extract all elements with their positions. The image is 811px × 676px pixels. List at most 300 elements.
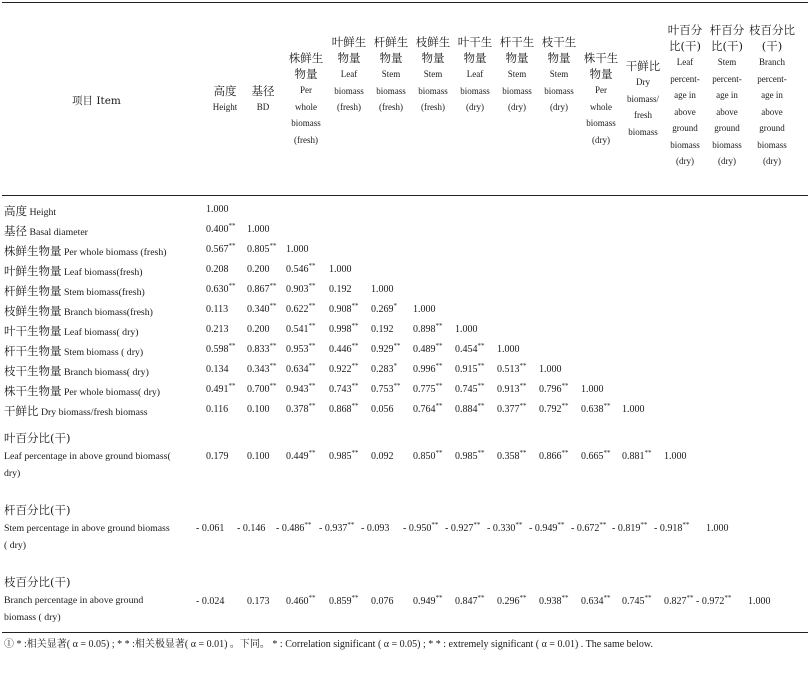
significance-mark: ** — [473, 521, 481, 529]
cell-value: - 0.146 — [237, 523, 266, 534]
significance-mark: ** — [686, 594, 694, 602]
table-cell — [497, 596, 527, 607]
cell-value: - 0.024 — [196, 596, 225, 607]
significance-mark: ** — [308, 449, 316, 457]
table-cell — [329, 596, 359, 607]
cell-value: 0.200 — [247, 264, 270, 275]
table-cell — [286, 451, 316, 462]
row-label-zh: 株鲜生物量 — [4, 244, 62, 258]
row-label-en: Per whole biomass( dry) — [61, 387, 160, 398]
cell-value: 0.764 — [413, 404, 436, 415]
cell-value: 1.000 — [622, 404, 645, 415]
significance-mark: * — [393, 362, 397, 370]
significance-mark: ** — [228, 342, 236, 350]
table-cell — [371, 284, 394, 295]
column-header-zh: 干鲜比 — [625, 59, 661, 73]
significance-mark: ** — [308, 342, 316, 350]
table-cell — [286, 264, 316, 275]
item-column-header: 项目 Item — [72, 95, 121, 107]
cell-value: 0.985 — [455, 451, 478, 462]
significance-mark: ** — [308, 262, 316, 270]
cell-value: 1.000 — [706, 523, 729, 534]
significance-mark: ** — [603, 449, 611, 457]
row-label-zh: 叶干生物量 — [4, 324, 62, 338]
table-cell — [622, 404, 645, 415]
table-cell — [206, 224, 236, 235]
table-cell — [206, 204, 229, 215]
cell-value: 0.192 — [371, 324, 394, 335]
table-cell — [206, 344, 236, 355]
row-label-en: Dry biomass/fresh biomass — [38, 407, 148, 418]
significance-mark: ** — [269, 242, 277, 250]
table-cell — [622, 596, 652, 607]
significance-mark: ** — [435, 402, 443, 410]
cell-value: 0.938 — [539, 596, 562, 607]
significance-mark: * — [393, 302, 397, 310]
significance-mark: ** — [228, 242, 236, 250]
cell-value: 0.513 — [497, 364, 520, 375]
cell-value: 0.116 — [206, 404, 229, 415]
table-cell — [371, 596, 394, 607]
significance-mark: ** — [435, 342, 443, 350]
column-header-zh: 株鲜生物量 — [288, 51, 324, 81]
column-header-en: (fresh) — [294, 134, 318, 145]
row-label-zh: 基径 — [4, 224, 27, 238]
table-cell — [247, 244, 277, 255]
cell-value: 0.449 — [286, 451, 309, 462]
column-header — [581, 50, 621, 148]
table-cell — [286, 304, 316, 315]
column-header-zh: 枝干生物量 — [541, 35, 577, 65]
column-header — [664, 22, 706, 170]
cell-value: 0.100 — [247, 404, 270, 415]
table-cell — [286, 284, 316, 295]
table-cell — [247, 324, 270, 335]
column-header — [539, 34, 579, 116]
table-cell — [654, 523, 689, 534]
table-cell — [276, 523, 311, 534]
significance-mark: ** — [640, 521, 648, 529]
cell-value: - 0.330 — [487, 523, 516, 534]
cell-value: - 0.937 — [319, 523, 348, 534]
significance-mark: ** — [308, 282, 316, 290]
row-label — [4, 574, 174, 626]
cell-value: 0.179 — [206, 451, 229, 462]
significance-mark: ** — [561, 382, 569, 390]
significance-mark: ** — [599, 521, 607, 529]
column-header-en: BD — [256, 102, 270, 112]
cell-value: 0.922 — [329, 364, 352, 375]
table-cell — [413, 364, 443, 375]
table-cell — [455, 344, 485, 355]
cell-value: 0.208 — [206, 264, 229, 275]
column-header-en: biomass — [628, 126, 658, 137]
table-cell — [247, 384, 277, 395]
table-bottom-rule — [2, 632, 808, 633]
cell-value: 0.400 — [206, 224, 229, 235]
table-cell — [206, 364, 229, 375]
table-cell — [206, 324, 229, 335]
table-cell — [497, 384, 527, 395]
significance-mark: ** — [682, 521, 690, 529]
column-header — [371, 34, 411, 116]
column-header — [413, 34, 453, 116]
row-label-zh: 干鲜比 — [4, 404, 39, 418]
significance-mark: ** — [308, 362, 316, 370]
cell-value: 1.000 — [455, 324, 478, 335]
table-cell — [497, 451, 527, 462]
table-cell — [612, 523, 647, 534]
table-cell — [247, 224, 270, 235]
row-label — [4, 363, 149, 379]
significance-mark: ** — [435, 382, 443, 390]
significance-mark: ** — [435, 594, 443, 602]
table-cell — [455, 324, 478, 335]
cell-value: - 0.927 — [445, 523, 474, 534]
table-cell — [413, 404, 443, 415]
cell-value: 0.622 — [286, 304, 309, 315]
cell-value: 0.567 — [206, 244, 229, 255]
row-label-en: Leaf biomass(fresh) — [61, 267, 143, 278]
cell-value: 0.634 — [581, 596, 604, 607]
table-cell — [664, 596, 694, 607]
cell-value: 0.866 — [539, 451, 562, 462]
column-header-en: biomass — [334, 85, 364, 96]
table-cell — [696, 596, 731, 607]
cell-value: 0.541 — [286, 324, 309, 335]
significance-mark: ** — [351, 342, 359, 350]
significance-mark: ** — [724, 594, 732, 602]
table-cell — [413, 304, 436, 315]
cell-value: 0.446 — [329, 344, 352, 355]
table-cell — [371, 324, 394, 335]
column-header-zh: 枝鲜生物量 — [415, 35, 451, 65]
table-cell — [413, 324, 443, 335]
column-header-en: (fresh) — [379, 102, 403, 112]
cell-value: 0.859 — [329, 596, 352, 607]
column-header-en: Stem — [507, 69, 527, 79]
cell-value: 0.173 — [247, 596, 270, 607]
significance-mark: ** — [477, 382, 485, 390]
table-cell — [196, 523, 224, 534]
column-header-zh: 杆鲜生物量 — [373, 35, 409, 65]
cell-value: - 0.819 — [612, 523, 641, 534]
significance-mark: ** — [561, 402, 569, 410]
table-cell — [581, 404, 611, 415]
row-label — [4, 223, 88, 239]
column-header-en: whole — [295, 101, 317, 112]
cell-value: 0.489 — [413, 344, 436, 355]
table-cell — [497, 404, 527, 415]
significance-mark: ** — [269, 342, 277, 350]
cell-value: 0.792 — [539, 404, 562, 415]
column-header-en: biomass — [757, 139, 787, 150]
row-label — [4, 243, 167, 259]
column-header-zh: 枝百分比(干) — [749, 23, 795, 53]
column-header-en: (fresh) — [421, 102, 445, 112]
column-header-en: Leaf — [676, 57, 694, 67]
row-label-en: Per whole biomass (fresh) — [61, 247, 167, 258]
cell-value: 0.491 — [206, 384, 229, 395]
column-header-en: age in — [761, 90, 783, 100]
column-header-en: (dry) — [763, 156, 781, 166]
table-cell — [206, 284, 236, 295]
significance-mark: ** — [519, 402, 527, 410]
significance-mark: ** — [308, 402, 316, 410]
cell-value: 1.000 — [247, 224, 270, 235]
significance-mark: ** — [269, 382, 277, 390]
column-header-en: Branch — [759, 57, 785, 67]
row-label — [4, 263, 143, 279]
significance-mark: ** — [351, 302, 359, 310]
significance-mark: ** — [603, 402, 611, 410]
significance-mark: ** — [557, 521, 565, 529]
column-header-en: Leaf — [466, 69, 484, 79]
table-cell — [455, 364, 485, 375]
column-header-en: Stem — [549, 69, 569, 79]
cell-value: 1.000 — [581, 384, 604, 395]
table-cell — [371, 304, 397, 315]
table-cell — [247, 304, 277, 315]
cell-value: 1.000 — [748, 596, 771, 607]
column-header — [706, 22, 748, 170]
significance-mark: ** — [351, 402, 359, 410]
cell-value: 0.630 — [206, 284, 229, 295]
column-header-zh: 叶鲜生物量 — [331, 35, 367, 65]
cell-value: 0.269 — [371, 304, 394, 315]
column-header-en: (dry) — [466, 102, 484, 112]
column-header-en: (dry) — [676, 156, 694, 166]
cell-value: 1.000 — [413, 304, 436, 315]
cell-value: 0.378 — [286, 404, 309, 415]
column-header-en: biomass — [670, 139, 700, 150]
significance-mark: ** — [393, 342, 401, 350]
column-header-en: (dry) — [718, 156, 736, 166]
column-header-zh: 杆百分比(干) — [709, 23, 745, 53]
cell-value: 0.454 — [455, 344, 478, 355]
column-header-en: above — [716, 106, 738, 117]
significance-mark: ** — [269, 362, 277, 370]
table-cell — [748, 596, 771, 607]
row-label-zh: 杆鲜生物量 — [4, 284, 62, 298]
significance-mark: ** — [351, 322, 359, 330]
cell-value: 0.100 — [247, 451, 270, 462]
cell-value: 1.000 — [664, 451, 687, 462]
row-label — [4, 403, 148, 419]
column-header-en: biomass — [586, 118, 616, 128]
significance-mark: ** — [435, 322, 443, 330]
cell-value: - 0.918 — [654, 523, 683, 534]
row-label-en: Leaf biomass( dry) — [61, 327, 139, 338]
row-label-en: Height — [27, 207, 57, 218]
row-label-zh: 杆干生物量 — [4, 344, 62, 358]
column-header-en: percent- — [757, 73, 787, 84]
cell-value: - 0.061 — [196, 523, 225, 534]
table-header-rule — [2, 195, 808, 196]
cell-value: 0.881 — [622, 451, 645, 462]
table-cell — [371, 404, 394, 415]
row-label-zh: 枝干生物量 — [4, 364, 62, 378]
column-header-zh: 叶百分比(干) — [667, 23, 703, 53]
significance-mark: ** — [228, 282, 236, 290]
table-cell — [581, 451, 611, 462]
cell-value: 0.213 — [206, 324, 229, 335]
significance-mark: ** — [308, 302, 316, 310]
cell-value: 0.996 — [413, 364, 436, 375]
column-header — [329, 34, 369, 116]
significance-mark: ** — [308, 322, 316, 330]
column-header-en: Per — [300, 85, 312, 95]
table-cell — [286, 384, 316, 395]
cell-value: 0.598 — [206, 344, 229, 355]
table-cell — [286, 364, 316, 375]
cell-value: 0.775 — [413, 384, 436, 395]
table-cell — [329, 344, 359, 355]
column-header — [455, 34, 495, 116]
column-header — [247, 83, 279, 116]
cell-value: 0.665 — [581, 451, 604, 462]
table-cell — [581, 384, 604, 395]
cell-value: 0.943 — [286, 384, 309, 395]
cell-value: 0.460 — [286, 596, 309, 607]
column-header-en: (dry) — [592, 134, 610, 145]
row-label — [4, 303, 153, 319]
cell-value: 0.898 — [413, 324, 436, 335]
table-cell — [286, 596, 316, 607]
cell-value: 0.953 — [286, 344, 309, 355]
cell-value: 0.868 — [329, 404, 352, 415]
column-header-zh: 杆干生物量 — [499, 35, 535, 65]
significance-mark: ** — [477, 362, 485, 370]
table-cell — [371, 344, 401, 355]
column-header-en: Stem — [381, 69, 401, 79]
row-label-en: Basal diameter — [27, 227, 88, 238]
table-cell — [539, 451, 569, 462]
significance-mark: ** — [477, 594, 485, 602]
table-cell — [529, 523, 564, 534]
table-cell — [247, 404, 270, 415]
column-header-en: above — [761, 106, 783, 117]
table-cell — [664, 451, 687, 462]
cell-value: 0.638 — [581, 404, 604, 415]
column-header-en: Stem — [717, 57, 737, 67]
table-cell — [413, 384, 443, 395]
table-cell — [206, 384, 236, 395]
column-header — [497, 34, 537, 116]
cell-value: - 0.972 — [696, 596, 725, 607]
cell-value: - 0.949 — [529, 523, 558, 534]
cell-value: - 0.486 — [276, 523, 305, 534]
column-header-en: ground — [714, 123, 740, 133]
table-cell — [455, 384, 485, 395]
table-cell — [206, 404, 228, 415]
column-header-en: Height — [212, 102, 238, 112]
significance-mark: ** — [644, 449, 652, 457]
table-cell — [622, 451, 652, 462]
significance-mark: ** — [393, 382, 401, 390]
significance-mark: ** — [431, 521, 439, 529]
table-cell — [206, 264, 229, 275]
table-cell — [319, 523, 354, 534]
table-cell — [206, 304, 228, 315]
cell-value: 0.985 — [329, 451, 352, 462]
significance-mark: ** — [519, 449, 527, 457]
row-label — [4, 283, 145, 299]
column-header-en: biomass — [460, 85, 490, 96]
table-cell — [247, 344, 277, 355]
cell-value: 0.283 — [371, 364, 394, 375]
cell-value: 0.913 — [497, 384, 520, 395]
column-header-en: ground — [672, 123, 698, 133]
cell-value: 0.753 — [371, 384, 394, 395]
cell-value: - 0.093 — [361, 523, 390, 534]
row-label-zh: 株干生物量 — [4, 384, 62, 398]
cell-value: 0.296 — [497, 596, 520, 607]
row-label — [4, 323, 139, 339]
cell-value: 0.340 — [247, 304, 270, 315]
significance-mark: ** — [228, 382, 236, 390]
row-label-en: Stem biomass(fresh) — [61, 287, 145, 298]
significance-mark: ** — [351, 594, 359, 602]
table-cell — [371, 364, 397, 375]
column-header-en: percent- — [670, 73, 700, 84]
table-cell — [286, 404, 316, 415]
significance-mark: ** — [477, 402, 485, 410]
cell-value: 0.745 — [622, 596, 645, 607]
column-header-en: whole — [590, 101, 612, 112]
table-cell — [539, 384, 569, 395]
table-cell — [286, 244, 309, 255]
table-cell — [206, 244, 236, 255]
table-cell — [329, 284, 352, 295]
column-header-en: (dry) — [550, 102, 568, 112]
table-cell — [247, 451, 270, 462]
table-cell — [286, 324, 316, 335]
cell-value: 0.200 — [247, 324, 270, 335]
column-header-en: Per — [595, 85, 607, 95]
significance-mark: ** — [561, 449, 569, 457]
column-header-en: biomass — [376, 85, 406, 96]
cell-value: 0.546 — [286, 264, 309, 275]
significance-mark: ** — [519, 382, 527, 390]
table-cell — [539, 404, 569, 415]
cell-value: 0.867 — [247, 284, 270, 295]
row-label-en: Branch biomass( dry) — [61, 367, 149, 378]
cell-value: 0.377 — [497, 404, 520, 415]
significance-mark: ** — [308, 382, 316, 390]
cell-value: 0.796 — [539, 384, 562, 395]
table-cell — [371, 384, 401, 395]
table-cell — [361, 523, 389, 534]
cell-value: 0.827 — [664, 596, 687, 607]
row-label-en: Stem percentage in above ground biomass ( dry) — [4, 523, 170, 551]
cell-value: 0.949 — [413, 596, 436, 607]
table-cell — [413, 596, 443, 607]
cell-value: 0.908 — [329, 304, 352, 315]
cell-value: 0.998 — [329, 324, 352, 335]
cell-value: 0.743 — [329, 384, 352, 395]
column-header — [206, 83, 244, 116]
row-label-zh: 叶鲜生物量 — [4, 264, 62, 278]
significance-mark: ** — [603, 594, 611, 602]
cell-value: 1.000 — [206, 204, 229, 215]
significance-mark: ** — [269, 282, 277, 290]
significance-mark: ** — [228, 222, 236, 230]
column-header-en: fresh — [634, 110, 652, 120]
cell-value: 0.092 — [371, 451, 394, 462]
table-cell — [413, 451, 443, 462]
column-header-en: percent- — [712, 73, 742, 84]
